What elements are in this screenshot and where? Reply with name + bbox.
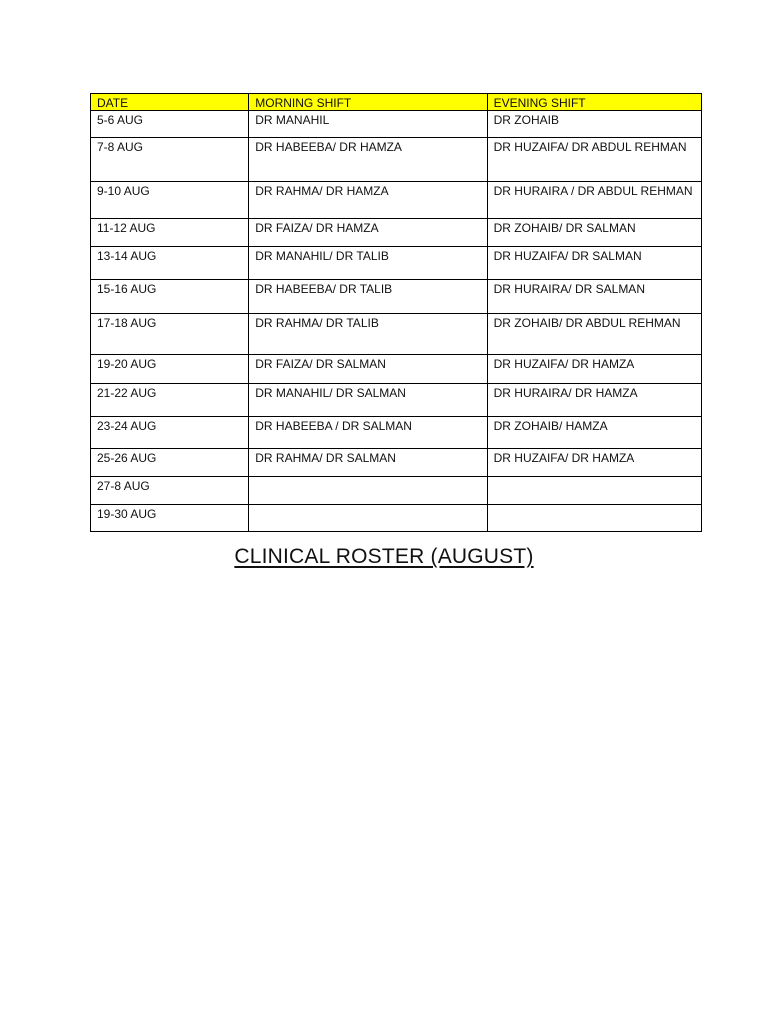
date-cell: 17-18 AUG (91, 314, 249, 355)
evening-shift-cell: DR HUZAIFA/ DR SALMAN (487, 247, 701, 280)
morning-shift-cell: DR HABEEBA/ DR HAMZA (249, 138, 487, 182)
table-header-row (91, 94, 702, 111)
date-cell: 27-8 AUG (91, 477, 249, 505)
morning-shift-cell: DR HABEEBA / DR SALMAN (249, 417, 487, 449)
page-title: CLINICAL ROSTER (AUGUST) (234, 545, 534, 568)
date-cell: 9-10 AUG (91, 182, 249, 219)
roster-table (90, 93, 702, 532)
morning-shift-cell: DR FAIZA/ DR SALMAN (249, 355, 487, 384)
date-cell: 21-22 AUG (91, 384, 249, 417)
table-row (91, 355, 702, 384)
table-row (91, 219, 702, 247)
date-cell: 25-26 AUG (91, 449, 249, 477)
table-row (91, 384, 702, 417)
morning-shift-cell: DR MANAHIL (249, 111, 487, 138)
evening-shift-cell (487, 477, 701, 505)
table-row (91, 417, 702, 449)
evening-shift-cell: DR ZOHAIB (487, 111, 701, 138)
evening-shift-cell: DR HURAIRA/ DR SALMAN (487, 280, 701, 314)
header-evening-shift: EVENING SHIFT (487, 94, 701, 111)
evening-shift-cell: DR ZOHAIB/ HAMZA (487, 417, 701, 449)
date-cell: 11-12 AUG (91, 219, 249, 247)
date-cell: 23-24 AUG (91, 417, 249, 449)
date-cell: 19-20 AUG (91, 355, 249, 384)
table-row (91, 280, 702, 314)
evening-shift-cell: DR ZOHAIB/ DR ABDUL REHMAN (487, 314, 701, 355)
date-cell: 19-30 AUG (91, 505, 249, 532)
evening-shift-cell: DR HUZAIFA/ DR ABDUL REHMAN (487, 138, 701, 182)
header-morning-shift: MORNING SHIFT (249, 94, 487, 111)
evening-shift-cell: DR HUZAIFA/ DR HAMZA (487, 449, 701, 477)
table-row (91, 247, 702, 280)
morning-shift-cell: DR MANAHIL/ DR TALIB (249, 247, 487, 280)
date-cell: 7-8 AUG (91, 138, 249, 182)
morning-shift-cell: DR HABEEBA/ DR TALIB (249, 280, 487, 314)
morning-shift-cell (249, 477, 487, 505)
morning-shift-cell: DR RAHMA/ DR HAMZA (249, 182, 487, 219)
morning-shift-cell: DR RAHMA/ DR TALIB (249, 314, 487, 355)
table-row (91, 505, 702, 532)
morning-shift-cell: DR MANAHIL/ DR SALMAN (249, 384, 487, 417)
evening-shift-cell: DR HURAIRA/ DR HAMZA (487, 384, 701, 417)
evening-shift-cell: DR HUZAIFA/ DR HAMZA (487, 355, 701, 384)
evening-shift-cell: DR ZOHAIB/ DR SALMAN (487, 219, 701, 247)
morning-shift-cell (249, 505, 487, 532)
table-row (91, 182, 702, 219)
table-row (91, 138, 702, 182)
date-cell: 5-6 AUG (91, 111, 249, 138)
header-date: DATE (91, 94, 249, 111)
table-row (91, 111, 702, 138)
evening-shift-cell (487, 505, 701, 532)
date-cell: 13-14 AUG (91, 247, 249, 280)
morning-shift-cell: DR RAHMA/ DR SALMAN (249, 449, 487, 477)
date-cell: 15-16 AUG (91, 280, 249, 314)
table-row (91, 477, 702, 505)
table-row (91, 314, 702, 355)
morning-shift-cell: DR FAIZA/ DR HAMZA (249, 219, 487, 247)
evening-shift-cell: DR HURAIRA / DR ABDUL REHMAN (487, 182, 701, 219)
table-row (91, 449, 702, 477)
